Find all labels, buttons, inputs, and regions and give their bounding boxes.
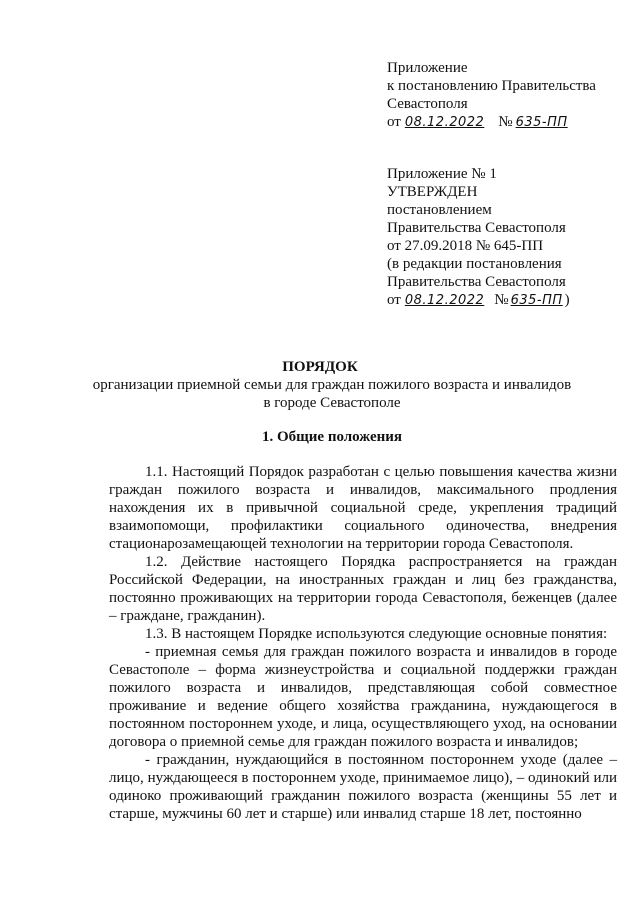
date-prefix: от	[387, 292, 401, 308]
definition-2: - гражданин, нуждающийся в постоянном постороннем уходе (далее – лицо, нуждающееся в постороннем уходе, принимаемое лицо), – одинокий или одиноко проживающий гражданин пожилого возраста (женщины 55 лет и старше, мужчины 60 лет и старше) или инвалид старше 18 лет, постоянно	[109, 752, 617, 822]
approval-line-4: Правительства Севастополя	[387, 220, 566, 236]
approval-line-5: от 27.09.2018 № 645-ПП	[387, 238, 544, 254]
section-heading: 1. Общие положения	[261, 429, 403, 445]
handwritten-number: 635-ПП	[515, 115, 568, 130]
document-body	[109, 463, 617, 823]
handwritten-date: 08.12.2022	[404, 115, 485, 130]
approval-line-7: Правительства Севастополя	[387, 274, 566, 290]
handwritten-number: 635-ПП	[510, 293, 563, 308]
paragraph-1-2: 1.2. Действие настоящего Порядка распространяется на граждан Российской Федерации, на иностранных граждан и лиц без гражданства, постоянно проживающих на территории города Севастополя, беженцев (далее – граждане, гражданин).	[109, 554, 617, 624]
approval-date-line	[387, 291, 570, 309]
number-prefix: №	[498, 114, 513, 130]
attachment-block	[387, 59, 596, 131]
definition-1: - приемная семья для граждан пожилого возраста и инвалидов в городе Севастополе – форма жизнеустройства и социальной поддержки граждан пожилого возраста и инвалидов, представляющая собой совместное проживание и ведение общего хозяйства гражданина, нуждающегося в постоянном постороннем уходе, и лица, осуществляющего уход, на основании договора о приемной семье для граждан пожилого возраста и инвалидов;	[109, 644, 617, 750]
document-title: ПОРЯДОК	[282, 359, 358, 375]
approval-block	[387, 165, 570, 309]
number-prefix: №	[494, 292, 509, 308]
attachment-date-line	[387, 113, 596, 131]
document-subtitle-line-1: организации приемной семьи для граждан пожилого возраста и инвалидов	[92, 377, 572, 393]
approval-line-6: (в редакции постановления	[387, 256, 562, 272]
handwritten-date: 08.12.2022	[404, 293, 485, 308]
approval-line-1: Приложение № 1	[387, 166, 497, 182]
approval-line-2: УТВЕРЖДЕН	[387, 184, 478, 200]
date-prefix: от	[387, 114, 401, 130]
approval-line-3: постановлением	[387, 202, 492, 218]
attachment-line-3: Севастополя	[387, 96, 468, 112]
document-subtitle-line-2: в городе Севастополе	[263, 395, 401, 411]
paragraph-1-3: 1.3. В настоящем Порядке используются следующие основные понятия:	[145, 626, 608, 642]
closing-paren: )	[564, 292, 570, 308]
paragraph-1-1: 1.1. Настоящий Порядок разработан с целью повышения качества жизни граждан пожилого возраста и инвалидов, максимального продления нахождения их в привычной социальной среде, укрепления традиций взаимопомощи, профилактики социального одиночества, внедрения стационарозамещающей технологии на территории города Севастополя.	[109, 464, 617, 552]
attachment-line-1: Приложение	[387, 60, 468, 76]
attachment-line-2: к постановлению Правительства	[387, 78, 596, 94]
